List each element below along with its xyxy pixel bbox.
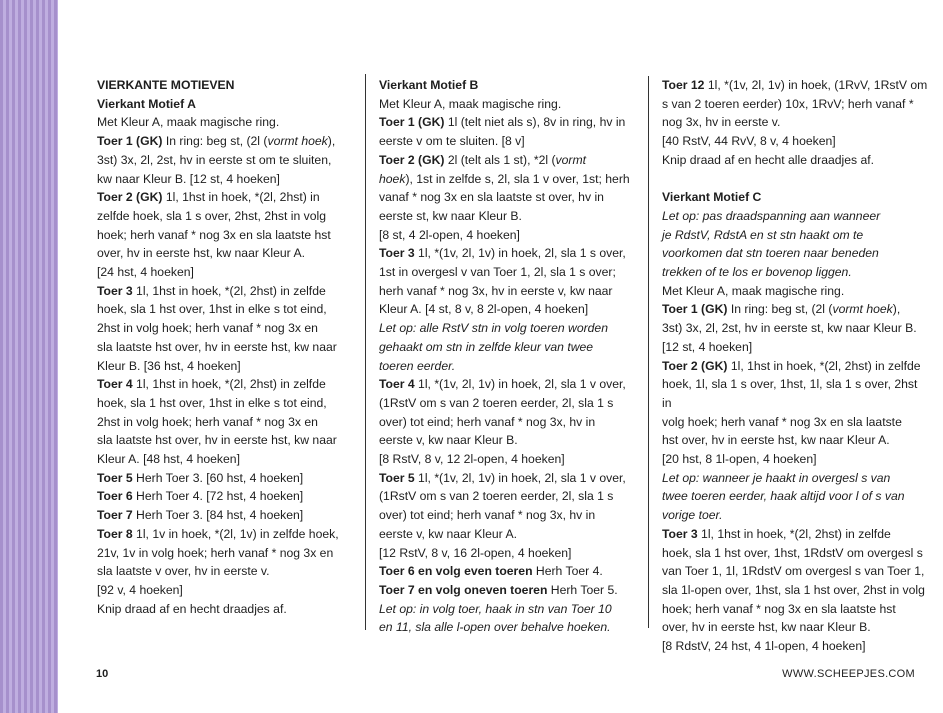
italic-text: trekken of te los er bovenop liggen. [662,265,852,280]
text-run: eerste v om te sluiten. [8 v] [379,134,525,149]
text-run: [8 st, 4 2l-open, 4 hoeken] [379,227,520,242]
text-run: van Toer 1, 1l, 1RdstV om overgesl s van Toer 1, [662,564,925,579]
italic-text: vormt [555,152,587,167]
text-run: hoek, sla 1 hst over, 1hst in elke s tot eind, [97,395,327,410]
text-line [379,413,641,432]
text-run: hst over, hv in eerste hst, kw naar Kleur A. [662,433,890,448]
italic-text: vorige toer. [662,508,723,523]
text-line [97,170,355,189]
column-2 [379,76,641,637]
text-run: s van 2 toeren eerder) 10x, 1RvV; herh vanaf * [662,96,914,111]
text-line [662,338,930,357]
text-line [379,600,641,619]
text-run: Herh Toer 3. [84 hst, 4 hoeken] [132,508,304,523]
text-line [379,95,641,114]
text-run: 1l (telt niet als s), 8v in ring, hv in [444,115,626,130]
text-run: hoek; herh vanaf * nog 3x en sla laatste hst [662,601,896,616]
bold-label: Toer 4 [97,377,133,392]
text-line [97,413,355,432]
text-line [97,375,355,394]
italic-text: twee toeren eerder, haak altijd voor l of s van [662,489,905,504]
text-run: [92 v, 4 hoeken] [97,582,183,597]
text-line [379,207,641,226]
text-line [379,506,641,525]
text-line [662,544,930,563]
text-run: ), 1st in zelfde s, 2l, sla 1 v over, 1st; herh [405,171,630,186]
text-line [379,263,641,282]
text-line [97,600,355,619]
text-line [662,581,930,600]
bold-label: Toer 2 (GK) [379,152,445,167]
text-run: 1l, *(1v, 2l, 1v) in hoek, 2l, sla 1 v over, [414,470,626,485]
text-line [662,450,930,469]
text-run: kw naar Kleur B. [12 st, 4 hoeken] [97,171,280,186]
page-number: 10 [96,668,109,680]
text-line [379,300,641,319]
bold-label: Toer 7 en volg oneven toeren [379,582,548,597]
bold-label: Toer 6 [97,489,133,504]
text-line [662,618,930,637]
text-line [379,244,641,263]
text-line [97,525,355,544]
text-run: eerste st, kw naar Kleur B. [379,208,522,223]
text-run: [8 RdstV, 24 hst, 4 1l-open, 4 hoeken] [662,639,866,654]
text-line [662,469,930,488]
text-line [97,469,355,488]
text-line [97,300,355,319]
bold-label: Toer 5 [379,470,415,485]
bold-label: Toer 3 [97,283,133,298]
text-line [97,562,355,581]
text-run: 1l, *(1v, 2l, 1v) in hoek, (1RvV, 1RstV om [704,78,928,92]
italic-text: hoek [379,171,406,186]
bold-label: Toer 2 (GK) [97,190,163,205]
text-line [662,282,930,301]
text-line [379,525,641,544]
text-run: Met Kleur A, maak magische ring. [97,115,280,130]
text-run: vanaf * nog 3x en sla laatste st over, hv in [379,190,604,205]
text-line [662,263,930,282]
bold-label: Toer 5 [97,470,133,485]
text-line [97,282,355,301]
text-line [379,226,641,245]
text-run: [20 hst, 8 1l-open, 4 hoeken] [662,452,817,467]
text-run: ), [892,302,901,317]
italic-text: gehaakt om stn in zelfde kleur van twee [379,339,594,354]
bold-label: Toer 7 [97,508,133,523]
text-line [662,207,930,226]
italic-text: voorkomen dat stn toeren naar beneden [662,246,879,261]
text-run: 3st) 3x, 2l, 2st, hv in eerste st, kw naar Kleur B. [662,321,917,336]
text-run: 1l, *(1v, 2l, 1v) in hoek, 2l, sla 1 v over, [414,377,626,392]
bold-label: Toer 12 [662,78,705,92]
bold-label: Toer 3 [662,526,698,541]
bold-label: Toer 2 (GK) [662,358,728,373]
text-line [97,263,355,282]
text-run: eerste v, kw naar Kleur B. [379,433,518,448]
text-run: 2hst in volg hoek; herh vanaf * nog 3x en [97,321,318,336]
text-run: Herh Toer 4. [72 hst, 4 hoeken] [132,489,304,504]
text-run: Kleur B. [36 hst, 4 hoeken] [97,358,241,373]
website-link[interactable]: WWW.SCHEEPJES.COM [782,668,915,680]
text-line [97,226,355,245]
text-line [662,113,930,132]
text-line [379,132,641,151]
text-line [662,637,930,656]
bold-label: Toer 1 (GK) [662,302,728,317]
text-run: zelfde hoek, sla 1 s over, 2hst, 2hst in volg [97,208,326,223]
text-line [379,618,641,637]
text-run: [8 RstV, 8 v, 12 2l-open, 4 hoeken] [379,452,565,467]
text-run: [12 st, 4 hoeken] [662,339,753,354]
text-line [379,562,641,581]
text-run: eerste v, kw naar Kleur A. [379,526,517,541]
bold-label: Toer 3 [379,246,415,261]
text-line [379,151,641,170]
text-run: over, hv in eerste hst, kw naar Kleur A. [97,246,305,261]
text-run: [12 RstV, 8 v, 16 2l-open, 4 hoeken] [379,545,572,560]
text-run: (1RstV om s van 2 toeren eerder, 2l, sla 1 s [379,489,614,504]
text-line [379,581,641,600]
text-line [662,95,930,114]
italic-text: Let op: alle RstV stn in volg toeren worden [379,321,608,336]
text-line [97,319,355,338]
text-line [97,506,355,525]
text-line [379,394,641,413]
text-run: Met Kleur A, maak magische ring. [379,96,562,111]
text-line [379,338,641,357]
text-line [97,207,355,226]
text-run: 1l, 1hst in hoek, *(2l, 2hst) in zelfde [132,377,326,392]
bold-label: Toer 8 [97,526,133,541]
text-run: hoek, sla 1 hst over, 1hst in elke s tot eind, [97,302,327,317]
italic-text: je RdstV, RdstA en st stn haakt om te [662,227,864,242]
text-line [662,375,930,412]
text-run: hoek, sla 1 hst over, 1hst, 1RdstV om overgesl s [662,545,923,560]
text-line [662,300,930,319]
bold-label: Vierkant Motief C [662,190,762,205]
column-3 [662,76,930,656]
text-line [662,600,930,619]
text-run: (1RstV om s van 2 toeren eerder, 2l, sla 1 s [379,395,614,410]
text-line [379,375,641,394]
italic-text: vormt hoek [832,302,893,317]
text-line [662,170,930,189]
text-line [662,506,930,525]
bold-label: Vierkant Motief B [379,78,479,92]
text-line [662,413,930,432]
text-run: In ring: beg st, (2l ( [162,134,268,149]
text-line [379,450,641,469]
text-run: hoek, 1l, sla 1 s over, 1hst, 1l, sla 1 s over, 2hst in [662,377,918,410]
column-1 [97,76,355,618]
bold-label: VIERKANTE MOTIEVEN [97,78,235,92]
text-line [379,188,641,207]
italic-text: Let op: in volg toer, haak in stn van Toer 10 [379,601,612,616]
text-run: sla laatste v over, hv in eerste v. [97,564,270,579]
text-line [662,151,930,170]
text-run: 1l, *(1v, 2l, 1v) in hoek, 2l, sla 1 s over, [414,246,626,261]
text-line [662,188,930,207]
bold-label: Toer 1 (GK) [97,134,163,149]
text-line [379,282,641,301]
text-line [97,95,355,114]
text-run: over) tot eind; herh vanaf * nog 3x, hv in [379,414,596,429]
text-run: Knip draad af en hecht alle draadjes af. [662,152,875,167]
text-run: Herh Toer 3. [60 hst, 4 hoeken] [132,470,304,485]
text-line [662,357,930,376]
text-run: Met Kleur A, maak magische ring. [662,283,845,298]
text-line [97,76,355,95]
decorative-side-stripe [0,0,58,713]
text-run: volg hoek; herh vanaf * nog 3x en sla laatste [662,414,902,429]
text-line [662,226,930,245]
text-line [97,113,355,132]
text-run: 3st) 3x, 2l, 2st, hv in eerste st om te sluiten, [97,152,332,167]
text-run: 1st in overgesl v van Toer 1, 2l, sla 1 s over; [379,265,616,280]
text-line [97,338,355,357]
bold-label: Toer 4 [379,377,415,392]
bold-label: Toer 6 en volg even toeren [379,564,533,579]
text-line [662,562,930,581]
text-run: 2hst in volg hoek; herh vanaf * nog 3x en [97,414,318,429]
text-line [97,132,355,151]
text-line [662,76,930,95]
text-line [379,76,641,95]
italic-text: Let op: pas draadspanning aan wanneer [662,208,881,223]
text-run: sla laatste hst over, hv in eerste hst, kw naar [97,339,337,354]
text-line [379,357,641,376]
bold-label: Vierkant Motief A [97,96,196,111]
text-line [97,581,355,600]
text-line [662,319,930,338]
column-divider-2 [648,76,649,628]
text-line [662,431,930,450]
text-run: Knip draad af en hecht draadjes af. [97,601,287,616]
text-line [97,487,355,506]
bold-label: Toer 1 (GK) [379,115,445,130]
text-run: In ring: beg st, (2l ( [727,302,833,317]
text-line [379,170,641,189]
text-run: ), [327,134,336,149]
text-run: [40 RstV, 44 RvV, 8 v, 4 hoeken] [662,134,836,149]
italic-text: vormt hoek [267,134,328,149]
text-run: [24 hst, 4 hoeken] [97,265,194,280]
text-line [97,450,355,469]
text-run: nog 3x, hv in eerste v. [662,115,781,130]
text-line [662,132,930,151]
text-line [97,188,355,207]
text-run: Herh Toer 5. [547,582,618,597]
text-run: Kleur A. [4 st, 8 v, 8 2l-open, 4 hoeken] [379,302,589,317]
text-run: sla laatste hst over, hv in eerste hst, kw naar [97,433,337,448]
text-run: 1l, 1hst in hoek, *(2l, 2hst) in zelfde [697,526,891,541]
text-line [662,487,930,506]
text-line [97,244,355,263]
text-run: over, hv in eerste hst, kw naar Kleur B. [662,620,871,635]
text-run: herh vanaf * nog 3x, hv in eerste v, kw naar [379,283,613,298]
text-run: over) tot eind; herh vanaf * nog 3x, hv in [379,508,596,523]
text-run: 21v, 1v in volg hoek; herh vanaf * nog 3x en [97,545,334,560]
text-run: sla 1l-open over, 1hst, sla 1 hst over, 2hst in volg [662,582,925,597]
text-line [97,151,355,170]
text-run: 1l, 1v in hoek, *(2l, 1v) in zelfde hoek, [132,526,339,541]
text-run: 1l, 1hst in hoek, *(2l, 2hst) in zelfde [132,283,326,298]
text-line [97,394,355,413]
text-line [662,244,930,263]
text-line [379,487,641,506]
text-run: Herh Toer 4. [532,564,603,579]
text-run: Kleur A. [48 hst, 4 hoeken] [97,452,240,467]
text-line [379,469,641,488]
text-line [662,525,930,544]
text-line [379,431,641,450]
text-line [379,544,641,563]
text-line [379,113,641,132]
text-run: 1l, 1hst in hoek, *(2l, 2hst) in zelfde [727,358,921,373]
text-line [97,544,355,563]
column-divider-1 [365,74,366,630]
text-run: 2l (telt als 1 st), *2l ( [444,152,556,167]
text-run: 1l, 1hst in hoek, *(2l, 2hst) in [162,190,320,205]
text-line [97,431,355,450]
text-run: hoek; herh vanaf * nog 3x en sla laatste hst [97,227,331,242]
italic-text: toeren eerder. [379,358,456,373]
text-line [97,357,355,376]
italic-text: Let op: wanneer je haakt in overgesl s van [662,470,891,485]
italic-text: en 11, sla alle l-open over behalve hoeken. [379,620,611,635]
text-line [379,319,641,338]
